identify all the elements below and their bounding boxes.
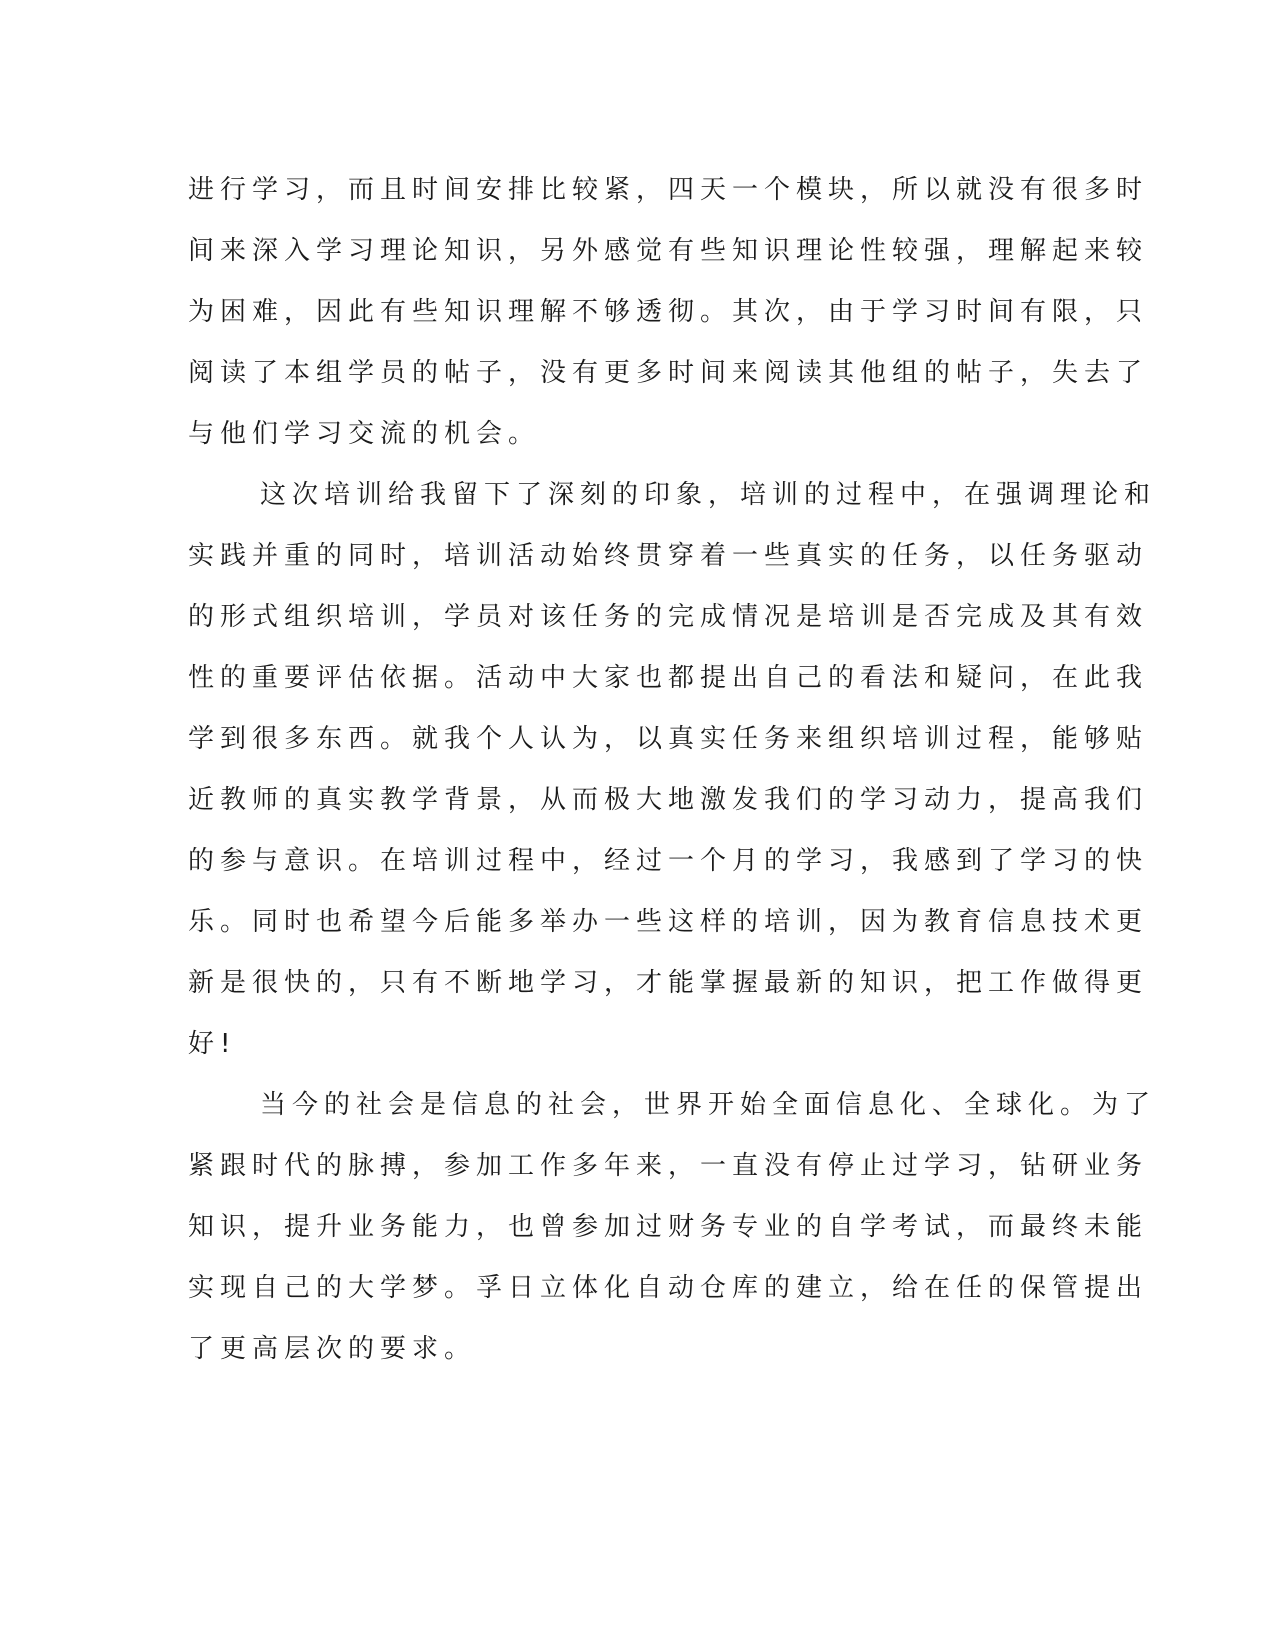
text-line: 近教师的真实教学背景，从而极大地激发我们的学习动力，提高我们 (188, 785, 1149, 815)
text-line: 的形式组织培训，学员对该任务的完成情况是培训是否完成及其有效 (188, 602, 1149, 632)
text-line: 当今的社会是信息的社会，世界开始全面信息化、全球化。为了 (260, 1090, 1157, 1120)
text-line: 新是很快的，只有不断地学习，才能掌握最新的知识，把工作做得更 (188, 968, 1149, 998)
text-line: 为困难，因此有些知识理解不够透彻。其次，由于学习时间有限，只 (188, 297, 1149, 327)
paragraph-1 (188, 160, 1149, 465)
paragraph-2 (188, 465, 1157, 1075)
text-line: 间来深入学习理论知识，另外感觉有些知识理论性较强，理解起来较 (188, 236, 1149, 266)
text-line: 的参与意识。在培训过程中，经过一个月的学习，我感到了学习的快 (188, 846, 1149, 876)
text-line: 这次培训给我留下了深刻的印象，培训的过程中，在强调理论和 (260, 480, 1157, 510)
text-line: 实现自己的大学梦。孚日立体化自动仓库的建立，给在任的保管提出 (188, 1273, 1149, 1303)
text-line: 乐。同时也希望今后能多举办一些这样的培训，因为教育信息技术更 (188, 907, 1149, 937)
text-line: 知识，提升业务能力，也曾参加过财务专业的自学考试，而最终未能 (188, 1212, 1149, 1242)
text-line: 进行学习，而且时间安排比较紧，四天一个模块，所以就没有很多时 (188, 175, 1149, 205)
paragraph-3 (188, 1075, 1157, 1380)
document-body (188, 160, 1157, 1380)
text-line: 紧跟时代的脉搏，参加工作多年来，一直没有停止过学习，钻研业务 (188, 1151, 1149, 1181)
text-line: 学到很多东西。就我个人认为，以真实任务来组织培训过程，能够贴 (188, 724, 1149, 754)
text-line: 阅读了本组学员的帖子，没有更多时间来阅读其他组的帖子，失去了 (188, 358, 1149, 388)
text-line: 好! (188, 1029, 237, 1059)
text-line: 了更高层次的要求。 (188, 1334, 477, 1364)
text-line: 性的重要评估依据。活动中大家也都提出自己的看法和疑问，在此我 (188, 663, 1149, 693)
text-line: 与他们学习交流的机会。 (188, 419, 541, 449)
text-line: 实践并重的同时，培训活动始终贯穿着一些真实的任务，以任务驱动 (188, 541, 1149, 571)
